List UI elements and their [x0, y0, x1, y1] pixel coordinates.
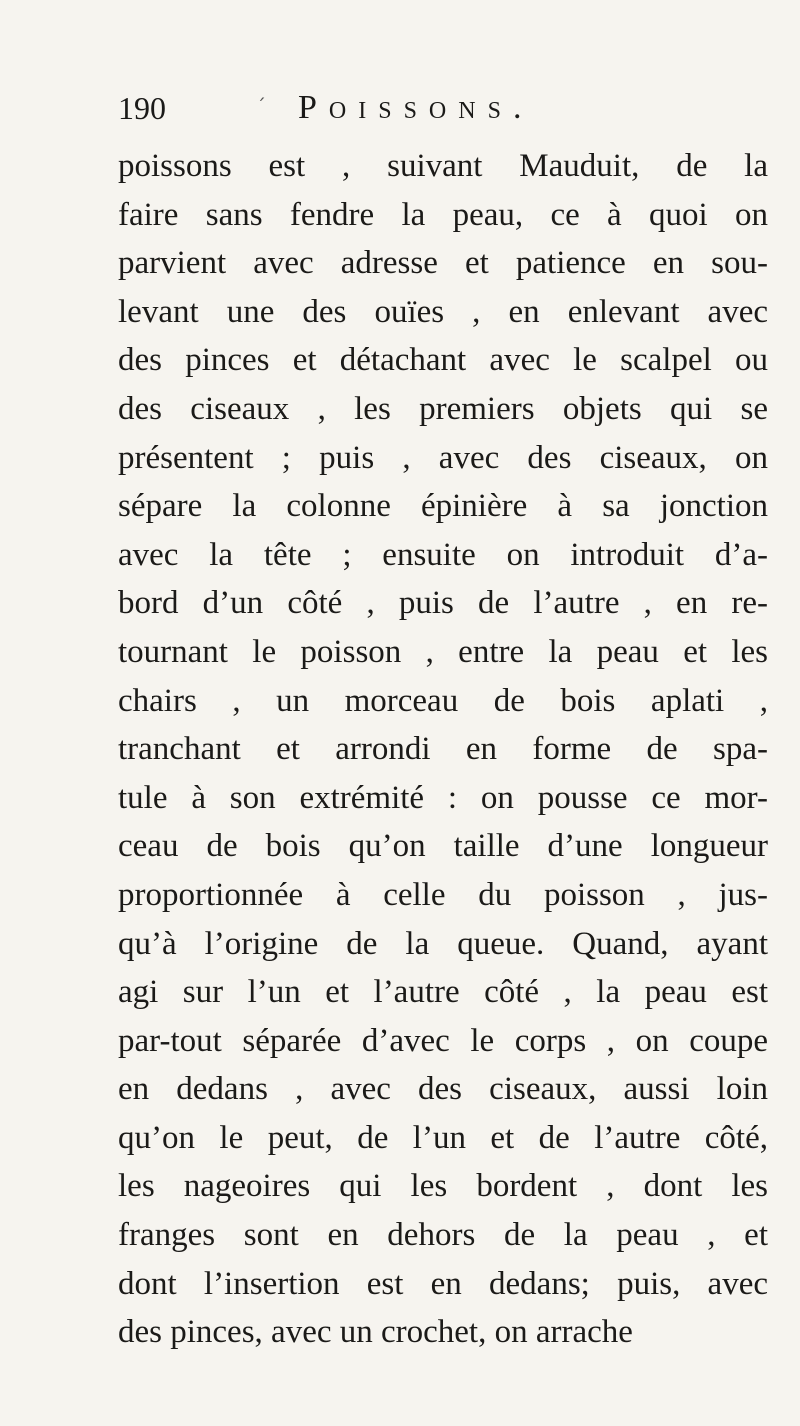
text-line: les nageoires qui les bordent , dont les [118, 1168, 768, 1205]
text-line: tranchant et arrondi en forme de spa- [118, 731, 768, 768]
text-line: tournant le poisson , entre la peau et les [118, 633, 768, 670]
text-line: par-tout séparée d’avec le corps , on coupe [118, 1022, 768, 1059]
text-line: levant une des ouïes , en enlevant avec [118, 293, 768, 330]
text-line: qu’on le peut, de l’un et de l’autre côté, [118, 1119, 768, 1156]
text-line: chairs , un morceau de bois aplati , [118, 682, 768, 719]
text-line: qu’à l’origine de la queue. Quand, ayant [118, 925, 768, 962]
text-line: poissons est , suivant Mauduit, de la [118, 148, 768, 184]
text-line: présentent ; puis , avec des ciseaux, on [118, 439, 768, 476]
text-line: dont l’insertion est en dedans; puis, avec [118, 1265, 768, 1302]
page-number: 190 [118, 90, 166, 126]
text-line: avec la tête ; ensuite on introduit d’a- [118, 536, 768, 573]
page-header [118, 88, 758, 128]
text-line: franges sont en dehors de la peau , et [118, 1217, 768, 1254]
body-text [118, 142, 768, 1357]
text-line: des ciseaux , les premiers objets qui se [118, 390, 768, 427]
text-line: agi sur l’un et l’autre côté , la peau est [118, 974, 768, 1011]
text-line: des pinces et détachant avec le scalpel ou [118, 342, 768, 379]
text-line: ceau de bois qu’on taille d’une longueur [118, 828, 768, 865]
text-line: parvient avec adresse et patience en sou- [118, 245, 768, 282]
text-line: bord d’un côté , puis de l’autre , en re- [118, 585, 768, 622]
text-line: des pinces, avec un crochet, on arrache [118, 1314, 633, 1351]
text-line: sépare la colonne épinière à sa jonction [118, 488, 768, 525]
text-line: proportionnée à celle du poisson , jus- [118, 876, 768, 913]
header-mark: ´ [256, 94, 266, 118]
text-line: faire sans fendre la peau, ce à quoi on [118, 196, 768, 233]
running-title: Poissons. [298, 89, 534, 126]
text-line: en dedans , avec des ciseaux, aussi loin [118, 1071, 768, 1108]
text-line: tule à son extrémité : on pousse ce mor- [118, 779, 768, 816]
